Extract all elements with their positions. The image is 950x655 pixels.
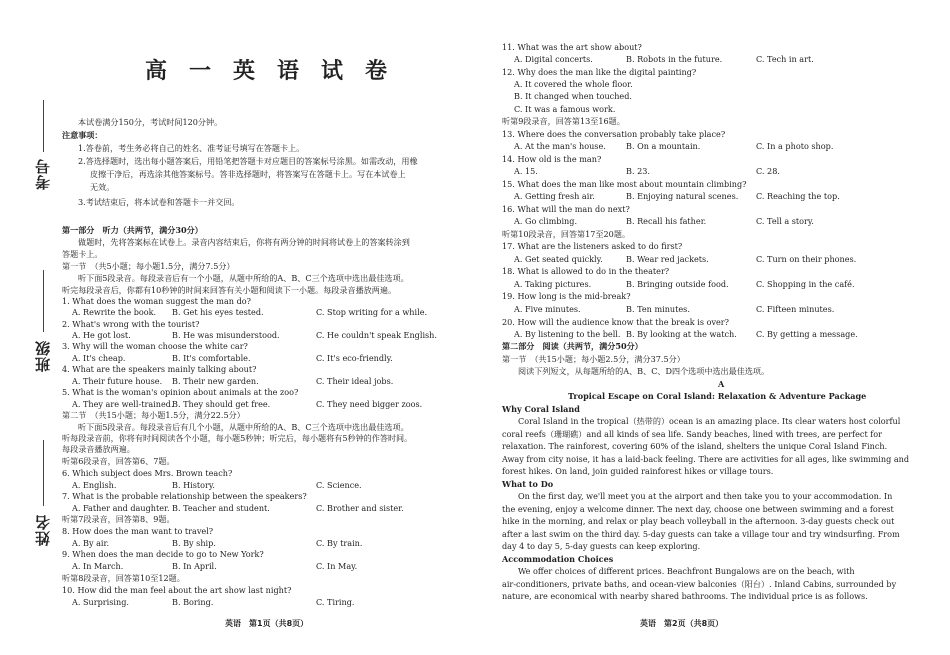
q18-option-c[interactable]: C. Shopping in the café. <box>756 279 855 289</box>
question-12: 12. Why does the man like the digital painting? <box>502 67 697 77</box>
listen-10: 听第10段录音，回答第17至20题。 <box>502 229 631 239</box>
question-4: 4. What are the speakers mainly talking about? <box>62 364 257 374</box>
q3-option-c[interactable]: C. It's eco-friendly. <box>316 353 393 363</box>
q8-option-c[interactable]: C. By train. <box>316 538 363 548</box>
q5-option-b[interactable]: B. They should get free. <box>172 399 271 409</box>
q17-option-a[interactable]: A. Get seated quickly. <box>514 254 603 264</box>
passage-letter: A <box>718 379 725 389</box>
question-3: 3. Why will the woman choose the white car? <box>62 341 248 351</box>
note-2-end: 无效。 <box>90 182 115 192</box>
p1-line5: forest hikes. On land, join guided rainforest hikes or village tours. <box>502 466 774 476</box>
q12-option-b[interactable]: B. It changed when touched. <box>514 91 632 101</box>
q13-option-a[interactable]: A. At the man's house. <box>514 141 606 151</box>
q11-option-a[interactable]: A. Digital concerts. <box>514 54 593 64</box>
q10-option-a[interactable]: A. Surprising. <box>72 597 129 607</box>
section-two-instr: 听下面5段录音。每段录音后有几个小题，从题中所给的A、B、C三个选项中选出最佳选项。 <box>78 422 409 432</box>
q15-option-b[interactable]: B. Enjoying natural scenes. <box>626 191 739 201</box>
q18-option-a[interactable]: A. Taking pictures. <box>514 279 592 289</box>
todo-heading: What to Do <box>502 479 554 489</box>
q4-option-c[interactable]: C. Their ideal jobs. <box>316 376 394 386</box>
p3-line1: We offer choices of different prices. Beachfront Bungalows are on the beach, with <box>518 566 855 576</box>
p1-line1: Coral Island in the tropical（热带的）ocean is an amazing place. Its clear waters host colorful <box>518 416 901 426</box>
note-1: 1.答卷前，考生务必将自己的姓名、准考证号填写在答题卡上。 <box>78 143 305 153</box>
p3-line3: nature, are economical with nearby shared bathrooms. The individual price is as follows. <box>502 591 868 601</box>
exam-number-line <box>43 100 44 152</box>
question-7: 7. What is the probable relationship between the speakers? <box>62 491 307 501</box>
q14-option-a[interactable]: A. 15. <box>514 166 538 176</box>
p2-line4: after a last swim on the third day. 5-day guests can take a village tour and try windsurfing. From <box>502 529 900 539</box>
q9-option-c[interactable]: C. In May. <box>316 561 358 571</box>
p1-line4: Away from city noise, it has a laid-back feeling. There are activities for all ages, like swimming and <box>502 454 910 464</box>
q19-option-c[interactable]: C. Fifteen minutes. <box>756 304 835 314</box>
page-title: 高一英语试卷 <box>145 58 410 84</box>
passage-title: Tropical Escape on Coral Island: Relaxation & Adventure Package <box>568 391 867 401</box>
p2-line5: day 4 to day 5, 5-day guests can keep exploring. <box>502 541 701 551</box>
q18-option-b[interactable]: B. Bringing outside food. <box>626 279 729 289</box>
q1-option-c[interactable]: C. Stop writing for a while. <box>316 307 428 317</box>
note-2: 2.答选择题时，选出每小题答案后，用铅笔把答题卡对应题目的答案标号涂黑。如需改动，用橡 <box>78 156 418 166</box>
q5-option-a[interactable]: A. They are well-trained. <box>72 399 174 409</box>
footer-page-2: 英语 第2页（共8页） <box>640 619 724 628</box>
q7-option-a[interactable]: A. Father and daughter. <box>72 503 170 513</box>
q20-option-c[interactable]: C. By getting a message. <box>756 329 858 339</box>
q11-option-b[interactable]: B. Robots in the future. <box>626 54 723 64</box>
section-two-instr-end: 每段录音播放两遍。 <box>62 444 135 454</box>
question-1: 1. What does the woman suggest the man do? <box>62 296 251 306</box>
question-10: 10. How did the man feel about the art show last night? <box>62 585 292 595</box>
p2-line3: hike in the morning, and relax or play beach volleyball in the afternoon. 3-day guests check out <box>502 516 895 526</box>
q19-option-b[interactable]: B. Ten minutes. <box>626 304 690 314</box>
section-one-instr: 听下面5段录音。每段录音后有一个小题，从题中所给的A、B、C三个选项中选出最佳选项。 <box>78 273 409 283</box>
q15-option-c[interactable]: C. Reaching the top. <box>756 191 840 201</box>
q7-option-b[interactable]: B. Teacher and student. <box>172 503 270 513</box>
q9-option-a[interactable]: A. In March. <box>72 561 124 571</box>
question-2: 2. What's wrong with the tourist? <box>62 319 200 329</box>
part-one-heading: 第一部分 听力（共两节，满分30分） <box>62 225 203 235</box>
class-line <box>43 270 44 332</box>
score-info: 本试卷满分150分，考试时间120分钟。 <box>78 117 223 127</box>
question-16: 16. What will the man do next? <box>502 204 630 214</box>
why-heading: Why Coral Island <box>502 404 580 414</box>
q6-option-b[interactable]: B. History. <box>172 480 215 490</box>
q10-option-b[interactable]: B. Boring. <box>172 597 214 607</box>
note-2-cont: 皮擦干净后，再选涂其他答案标号。答非选择题时，将答案写在答题卡上。写在本试卷上 <box>90 169 406 179</box>
q2-option-c[interactable]: C. He couldn't speak English. <box>316 330 437 340</box>
listen-7: 听第7段录音，回答第8、9题。 <box>62 514 175 524</box>
exam-number-label: 考号 <box>34 158 52 190</box>
part-one-instr-cont: 答题卡上。 <box>62 249 103 259</box>
p3-line2: air-conditioners, private baths, and ocean-view balconies（阳台）. Inland Cabins, surrounded by <box>502 579 897 589</box>
question-19: 19. How long is the mid-break? <box>502 291 631 301</box>
notes-heading: 注意事项： <box>62 130 103 140</box>
section-one-heading: 第一节 （共5小题；每小题1.5分，满分7.5分） <box>62 261 235 271</box>
q12-option-a[interactable]: A. It covered the whole floor. <box>514 79 633 89</box>
question-15: 15. What does the man like most about mountain climbing? <box>502 179 747 189</box>
q16-option-c[interactable]: C. Tell a story. <box>756 216 814 226</box>
question-6: 6. Which subject does Mrs. Brown teach? <box>62 468 233 478</box>
p2-line2: the evening, enjoy a welcome dinner. The next day, choose one between swimming and a forest <box>502 504 894 514</box>
q19-option-a[interactable]: A. Five minutes. <box>514 304 581 314</box>
question-18: 18. What is allowed to do in the theater? <box>502 266 670 276</box>
reading-instr: 阅读下列短文，从每题所给的A、B、C、D四个选项中选出最佳选项。 <box>518 366 770 376</box>
q20-option-a[interactable]: A. By listening to the bell. <box>514 329 621 339</box>
q16-option-b[interactable]: B. Recall his father. <box>626 216 707 226</box>
listen-8: 听第8段录音，回答第10至12题。 <box>62 573 185 583</box>
q6-option-c[interactable]: C. Science. <box>316 480 362 490</box>
section-one-instr-cont: 听完每段录音后，你都有10秒钟的时间来回答有关小题和阅读下一小题。每段录音播放两遍。 <box>62 285 397 295</box>
q10-option-c[interactable]: C. Tiring. <box>316 597 355 607</box>
q3-option-b[interactable]: B. It's comfortable. <box>172 353 251 363</box>
question-11: 11. What was the art show about? <box>502 42 642 52</box>
part-one-instr: 做题时，先将答案标在试卷上。录音内容结束后，你将有两分钟的时间将试卷上的答案转涂到 <box>78 237 410 247</box>
q7-option-c[interactable]: C. Brother and sister. <box>316 503 404 513</box>
question-14: 14. How old is the man? <box>502 154 602 164</box>
q15-option-a[interactable]: A. Getting fresh air. <box>514 191 595 201</box>
class-label: 班级 <box>34 340 52 372</box>
listen-6: 听第6段录音，回答第6、7题。 <box>62 456 175 466</box>
p1-line3: relaxation. The rainforest, covering 60% of the island, shelters the unique Coral Island Finch. <box>502 441 888 451</box>
q11-option-c[interactable]: C. Tech in art. <box>756 54 814 64</box>
q17-option-b[interactable]: B. Wear red jackets. <box>626 254 709 264</box>
p2-line1: On the first day, we'll meet you at the airport and then take you to your accommodation. In <box>518 491 893 501</box>
name-line <box>43 440 44 506</box>
q1-option-a[interactable]: A. Rewrite the book. <box>72 307 157 317</box>
q4-option-a[interactable]: A. Their future house. <box>72 376 163 386</box>
q1-option-b[interactable]: B. Get his eyes tested. <box>172 307 264 317</box>
q13-option-b[interactable]: B. On a mountain. <box>626 141 701 151</box>
q20-option-b[interactable]: B. By looking at the watch. <box>626 329 737 339</box>
q3-option-a[interactable]: A. It's cheap. <box>72 353 126 363</box>
section-two-heading: 第二节 （共15小题；每小题1.5分，满分22.5分） <box>62 410 245 420</box>
name-label: 姓名 <box>34 514 52 546</box>
q8-option-a[interactable]: A. By air. <box>72 538 110 548</box>
q17-option-c[interactable]: C. Turn on their phones. <box>756 254 857 264</box>
q4-option-b[interactable]: B. Their new garden. <box>172 376 259 386</box>
question-8: 8. How does the man want to travel? <box>62 526 214 536</box>
question-17: 17. What are the listeners asked to do first? <box>502 241 683 251</box>
note-3: 3.考试结束后，将本试卷和答题卡一并交回。 <box>78 197 240 207</box>
footer-page-1: 英语 第1页（共8页） <box>225 619 309 628</box>
accom-heading: Accommodation Choices <box>502 554 614 564</box>
q16-option-a[interactable]: A. Go climbing. <box>514 216 578 226</box>
p1-line2: coral reefs（珊瑚礁）and all kinds of sea life. Sandy beaches, lined with trees, are perfect for <box>502 429 883 439</box>
q14-option-b[interactable]: B. 23. <box>626 166 650 176</box>
question-9: 9. When does the man decide to go to New York? <box>62 549 264 559</box>
q9-option-b[interactable]: B. In April. <box>172 561 217 571</box>
q2-option-a[interactable]: A. He got lost. <box>72 330 131 340</box>
q12-option-c[interactable]: C. It was a famous work. <box>514 104 616 114</box>
listen-9: 听第9段录音，回答第13至16题。 <box>502 116 625 126</box>
q14-option-c[interactable]: C. 28. <box>756 166 780 176</box>
part-two-heading: 第二部分 阅读（共两节，满分50分） <box>502 341 643 351</box>
q13-option-c[interactable]: C. In a photo shop. <box>756 141 834 151</box>
section-two-instr-cont: 听每段录音前，你将有时间阅读各个小题，每小题5秒钟；听完后，每小题将有5秒钟的作答时间。 <box>62 433 413 443</box>
question-5: 5. What is the woman's opinion about animals at the zoo? <box>62 387 299 397</box>
q5-option-c[interactable]: C. They need bigger zoos. <box>316 399 423 409</box>
question-13: 13. Where does the conversation probably take place? <box>502 129 726 139</box>
q6-option-a[interactable]: A. English. <box>72 480 117 490</box>
q8-option-b[interactable]: B. By ship. <box>172 538 216 548</box>
q2-option-b[interactable]: B. He was misunderstood. <box>172 330 280 340</box>
question-20: 20. How will the audience know that the break is over? <box>502 317 730 327</box>
reading-section-one: 第一节 （共15小题；每小题2.5分，满分37.5分） <box>502 354 685 364</box>
